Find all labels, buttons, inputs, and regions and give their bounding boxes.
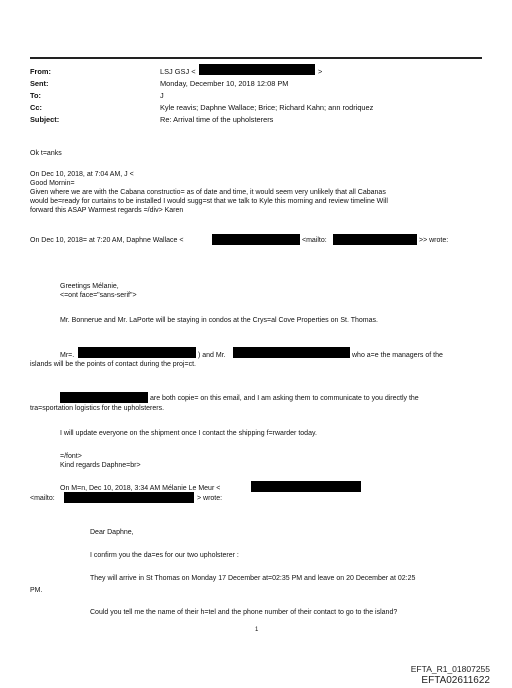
body-line: >> wrote: (419, 237, 449, 244)
footer-ref-1: EFTA_R1_01807255 (410, 664, 490, 674)
redaction-bar (251, 481, 361, 492)
cc-label: Cc: (30, 103, 42, 112)
body-line: tra=sportation logistics for the upholsterers. (30, 405, 165, 412)
redaction-bar (212, 234, 300, 245)
sent-value: Monday, December 10, 2018 12:08 PM (160, 79, 289, 88)
sent-label: Sent: (30, 79, 49, 88)
body-line: They will arrive in St Thomas on Monday 17 December at=02:35 PM and leave on 20 December at 02:25 (90, 575, 416, 582)
body-line: =/font> (60, 453, 82, 460)
body-line: <mailto: (30, 495, 55, 502)
body-line: Mr=. (60, 352, 75, 359)
redaction-bar (64, 492, 194, 503)
page-number: 1 (255, 627, 259, 633)
body-line: On M=n, Dec 10, 2018, 3:34 AM Mélanie Le Meur < (60, 485, 221, 492)
to-value: J (160, 91, 164, 100)
redaction-bar (60, 392, 148, 403)
body-line: Kind regards Daphne=br> (60, 462, 141, 469)
redaction-bar (199, 64, 315, 75)
subject-value: Re: Arrival time of the upholsterers (160, 115, 274, 124)
body-line: > wrote: (197, 495, 223, 502)
body-line: <=ont face="sans-serif"> (60, 292, 137, 299)
cc-value: Kyle reavis; Daphne Wallace; Brice; Richard Kahn; ann rodriquez (160, 103, 374, 112)
body-line: PM. (30, 587, 43, 594)
body-line: are both copie= on this email, and I am asking them to communicate to you directly the (150, 395, 419, 402)
redaction-bar (233, 347, 350, 358)
body-line: On Dec 10, 2018= at 7:20 AM, Daphne Wallace < (30, 237, 184, 244)
to-label: To: (30, 91, 41, 100)
body-line: who a=e the managers of the (352, 352, 443, 359)
body-line: forward this ASAP Warmest regards =/div> Karen (30, 207, 184, 214)
body-line: Dear Daphne, (90, 529, 134, 536)
body-line: would be=ready for curtains to be installed I would sugg=st that we talk to Kyle this morning and review timeline Will (30, 198, 388, 205)
body-line: Greetings Mélanie, (60, 283, 119, 290)
header-top-rule (30, 57, 482, 59)
body-line: <mailto: (302, 237, 327, 244)
subject-label: Subject: (30, 115, 60, 124)
body-line: On Dec 10, 2018, at 7:04 AM, J < (30, 171, 134, 178)
body-line: Given where we are with the Cabana constructio= as of date and time, it would seem very unlikely that all Cabanas (30, 189, 386, 196)
footer-ref-2: EFTA02611622 (421, 675, 490, 686)
body-line: I will update everyone on the shipment once I contact the shipping f=rwarder today. (60, 430, 317, 437)
from-label: From: (30, 67, 51, 76)
from-value: LSJ GSJ < (160, 67, 196, 76)
from-tail: > (318, 67, 323, 76)
redaction-bar (333, 234, 417, 245)
body-line: Ok t=anks (30, 150, 62, 157)
body-line: Could you tell me the name of their h=tel and the phone number of their contact to go to the island? (90, 609, 398, 616)
body-line: ) and Mr. (198, 352, 226, 359)
body-line: islands will be the points of contact during the proj=ct. (30, 361, 196, 368)
body-line: Good Mornin= (30, 180, 75, 187)
body-line: Mr. Bonnerue and Mr. LaPorte will be staying in condos at the Crys=al Cove Properties on St. Thomas. (60, 317, 378, 324)
redaction-bar (78, 347, 196, 358)
body-line: I confirm you the da=es for our two upholsterer : (90, 552, 239, 559)
